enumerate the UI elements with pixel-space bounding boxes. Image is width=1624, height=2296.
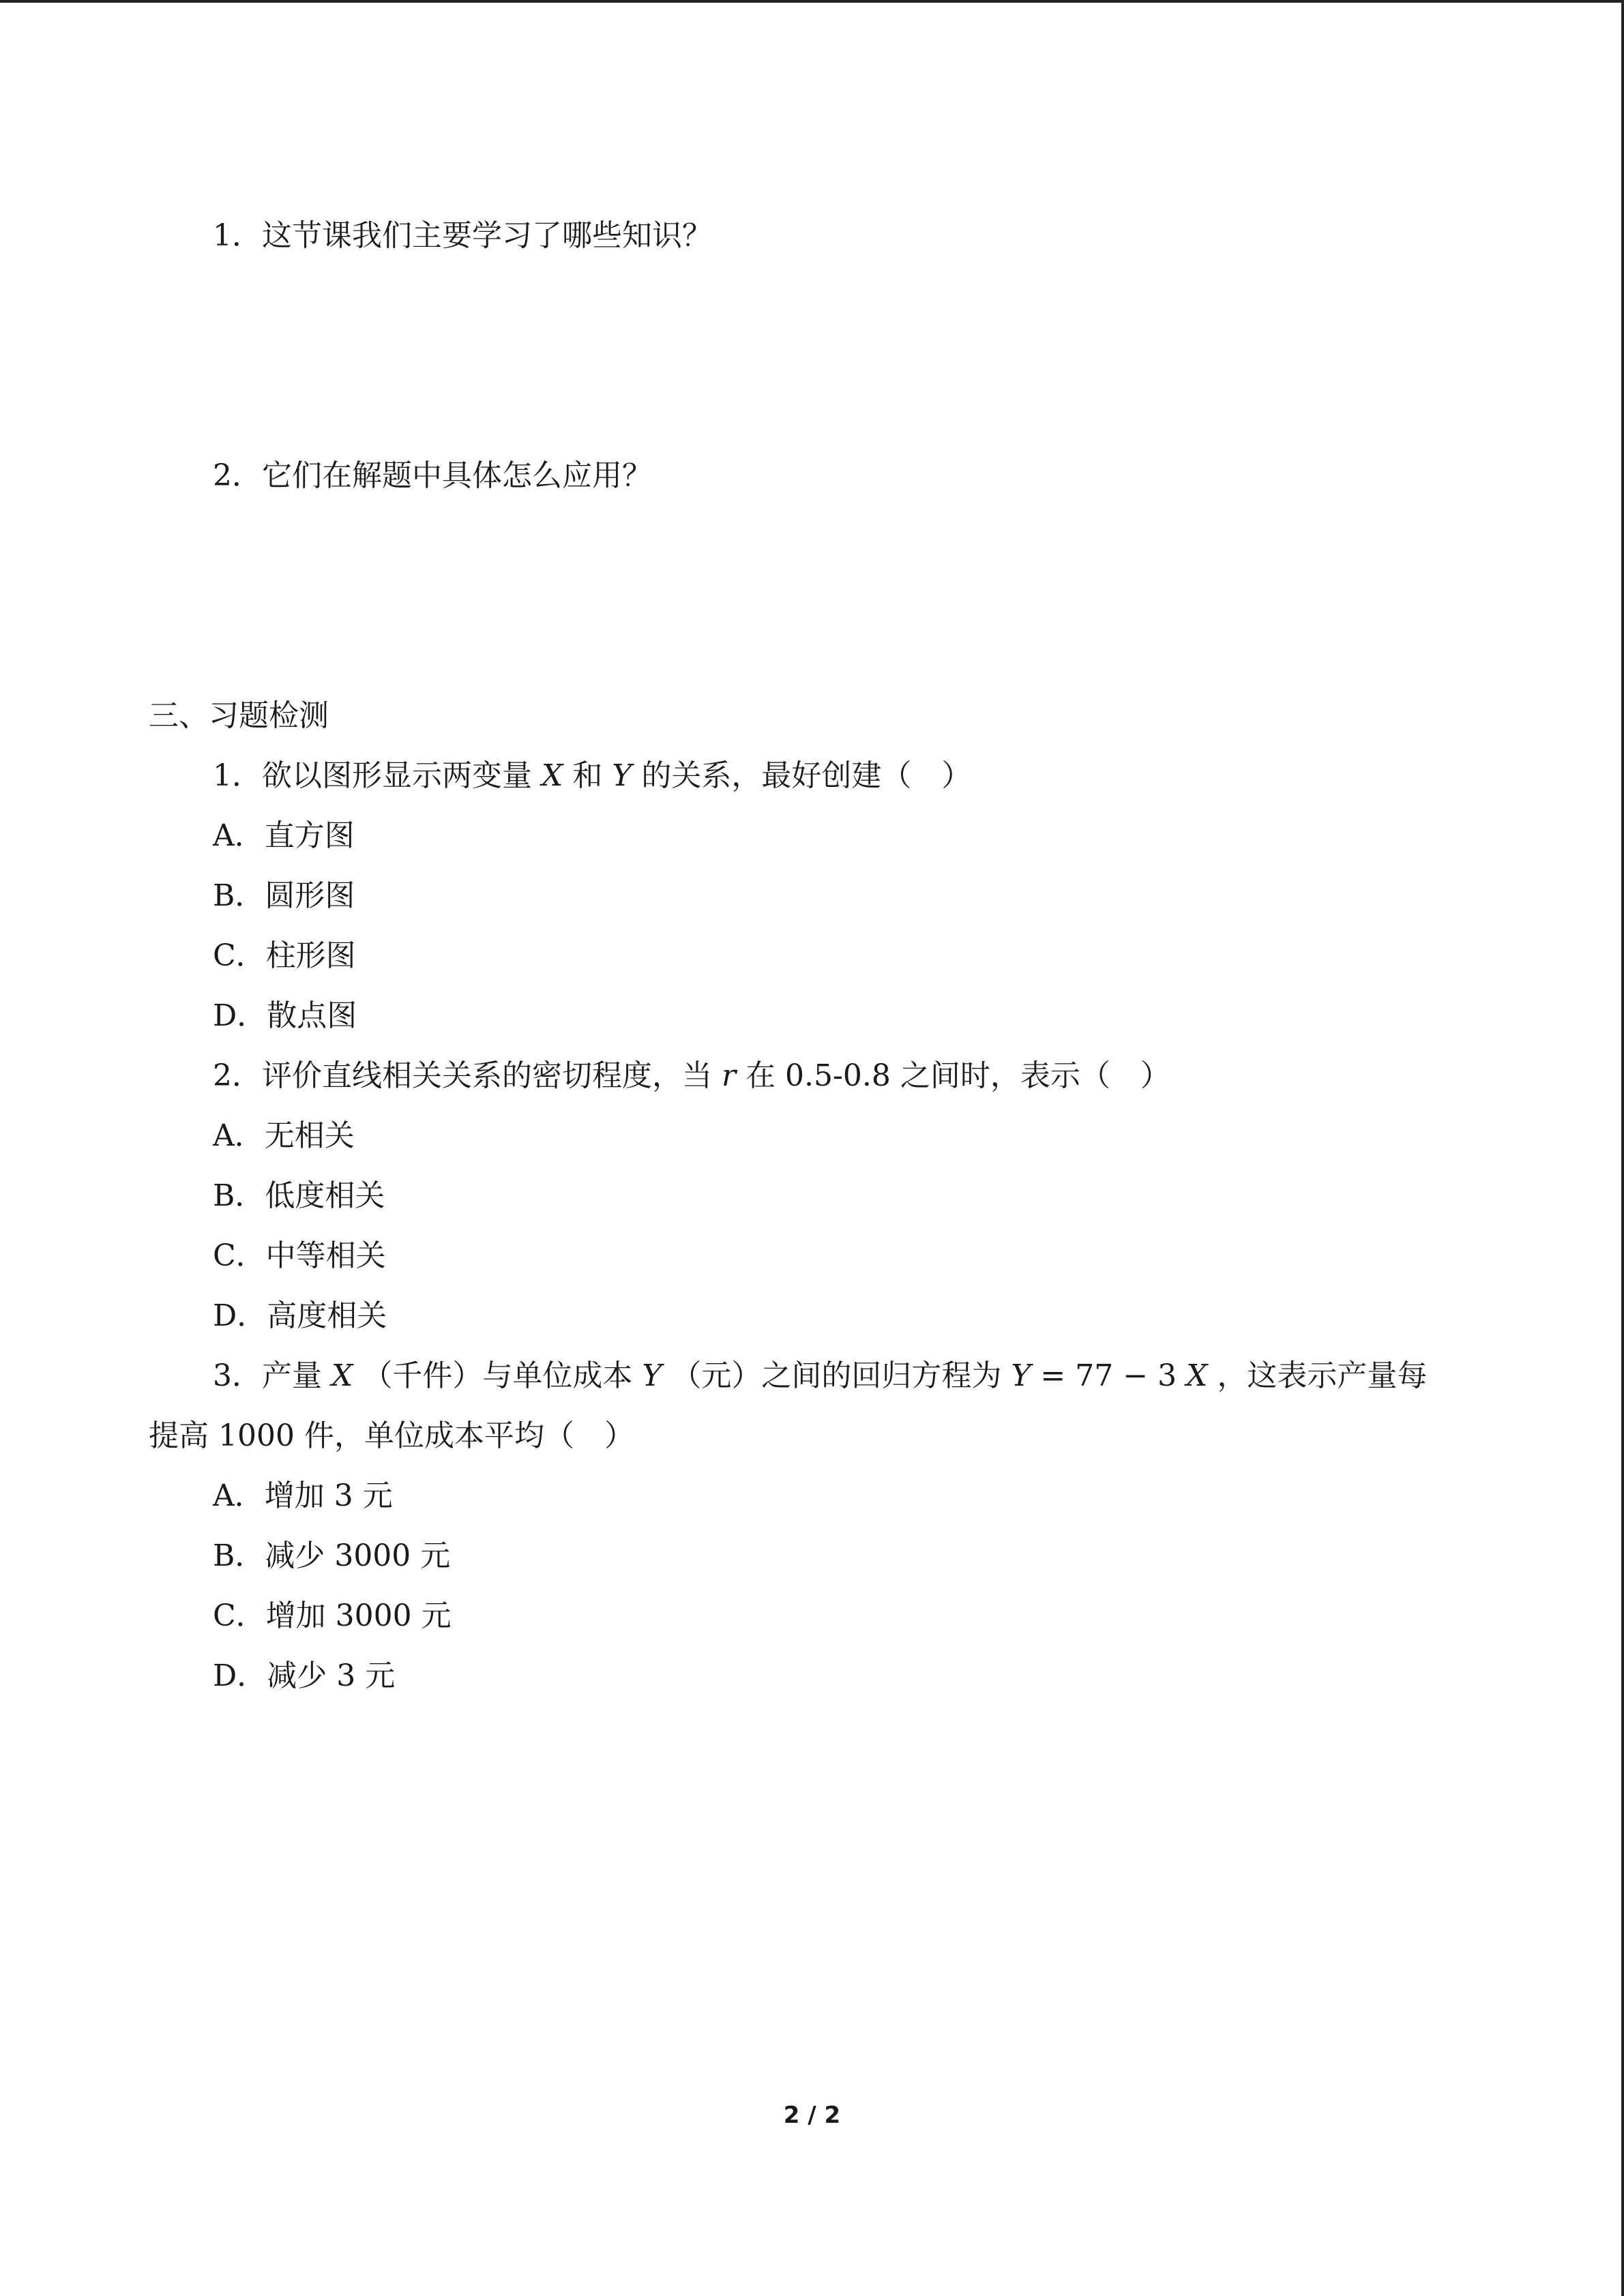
equation-mid: = 77 − 3 [1040,1358,1177,1393]
question-2-option-a: A．无相关 [213,1118,355,1153]
question-1-stem-post: 的关系，最好创建（ ） [641,758,972,793]
variable-r: r [722,1058,737,1093]
section-heading: 三、习题检测 [149,698,329,733]
equation-y: Y [1011,1358,1031,1393]
question-3-stem-line-1 [213,1356,1427,1397]
variable-y: Y [612,758,632,793]
question-2-option-c: C．中等相关 [213,1238,386,1273]
question-3-stem-pre: 3．产量 [213,1358,322,1393]
variable-x: X [331,1358,353,1393]
question-1-option-b: B．圆形图 [213,878,355,913]
question-2-stem-pre: 2．评价直线相关关系的密切程度，当 [213,1058,712,1093]
question-1-option-a: A．直方图 [213,818,355,853]
question-2-stem [213,1056,1170,1097]
page-number: 2 / 2 [783,2102,841,2129]
question-3-seg-3: ，这表示产量每 [1217,1358,1428,1393]
question-3-seg-2: （元）之间的回归方程为 [671,1358,1002,1393]
variable-y: Y [642,1358,662,1393]
summary-question-2: 2．它们在解题中具体怎么应用？ [213,458,652,493]
question-3-option-b: B．减少 3000 元 [213,1538,451,1573]
equation-x: X [1186,1358,1208,1393]
question-1-stem [213,756,971,796]
question-3-seg-1: （千件）与单位成本 [362,1358,633,1393]
question-1-stem-mid: 和 [572,758,603,793]
question-3-option-a: A．增加 3 元 [213,1478,393,1513]
question-2-option-d: D．高度相关 [213,1298,387,1333]
question-2-option-b: B．低度相关 [213,1178,385,1213]
question-1-option-c: C．柱形图 [213,938,356,973]
question-2-stem-post: 在 0.5-0.8 之间时，表示（ ） [745,1058,1170,1093]
question-1-stem-pre: 1．欲以图形显示两变量 [213,758,532,793]
variable-x: X [542,758,563,793]
question-1-option-d: D．散点图 [213,998,357,1033]
question-3-option-d: D．减少 3 元 [213,1658,396,1693]
summary-question-1: 1．这节课我们主要学习了哪些知识？ [213,218,712,253]
question-3-option-c: C．增加 3000 元 [213,1598,452,1633]
question-3-stem-line-2: 提高 1000 件，单位成本平均（ ） [149,1418,634,1453]
